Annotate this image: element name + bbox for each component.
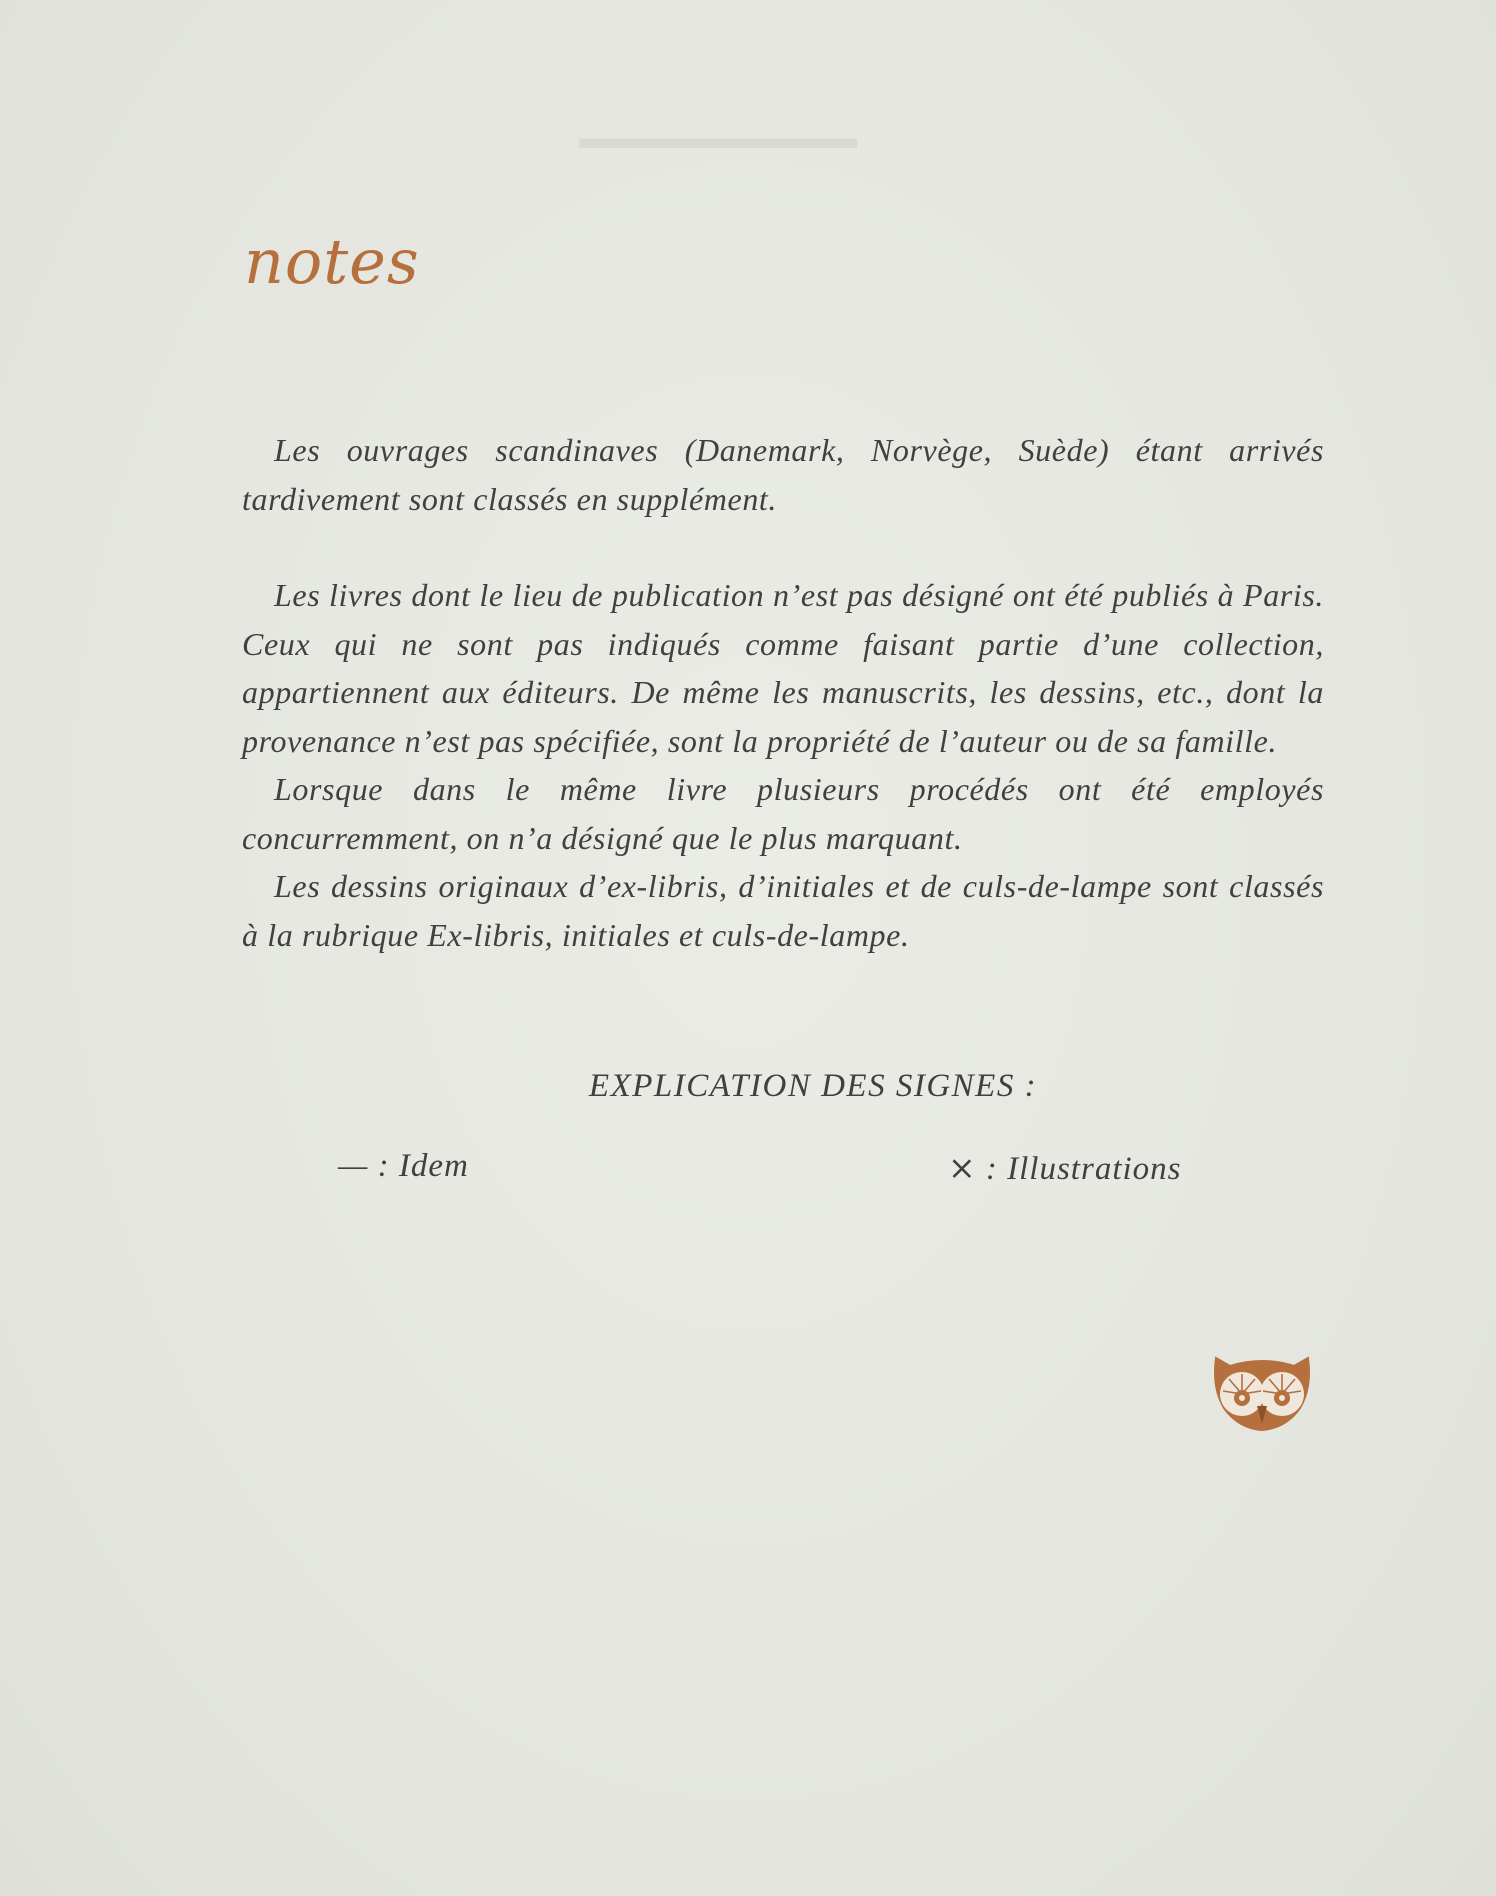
signs-explanation: [242, 1068, 1324, 1187]
note-paragraph: Les dessins originaux d’ex-libris, d’initiales et de culs-de-lampe sont classés à la rubrique Ex-libris, initiales et culs-de-lampe.: [242, 868, 1324, 953]
sign-illustrations: ⨯ : Illustrations: [948, 1151, 1182, 1187]
note-paragraph: Lorsque dans le même livre plusieurs procédés ont été employés concurremment, on n’a désigné que le plus marquant.: [242, 771, 1324, 856]
notes-body: [242, 426, 1324, 959]
sign-idem: — : Idem: [338, 1148, 469, 1184]
show-through-texture: ▔▔▔▔▔▔: [580, 140, 857, 210]
owl-ornament-icon: [1208, 1348, 1316, 1432]
note-paragraph: Les ouvrages scandinaves (Danemark, Norvège, Suède) étant arrivés tardivement sont classés en supplément.: [242, 432, 1324, 517]
page-title: notes: [244, 225, 420, 298]
note-paragraph: Les livres dont le lieu de publication n’est pas désigné ont été publiés à Paris. Ceux qui ne sont pas indiqués comme faisant partie d’une collection, appartiennent aux éditeurs. De même les manuscrits, les dessins, etc., dont la provenance n’est pas spécifiée, sont la propriété de l’auteur ou de sa famille.: [242, 577, 1324, 759]
signs-heading: EXPLICATION DES SIGNES :: [588, 1068, 1038, 1104]
